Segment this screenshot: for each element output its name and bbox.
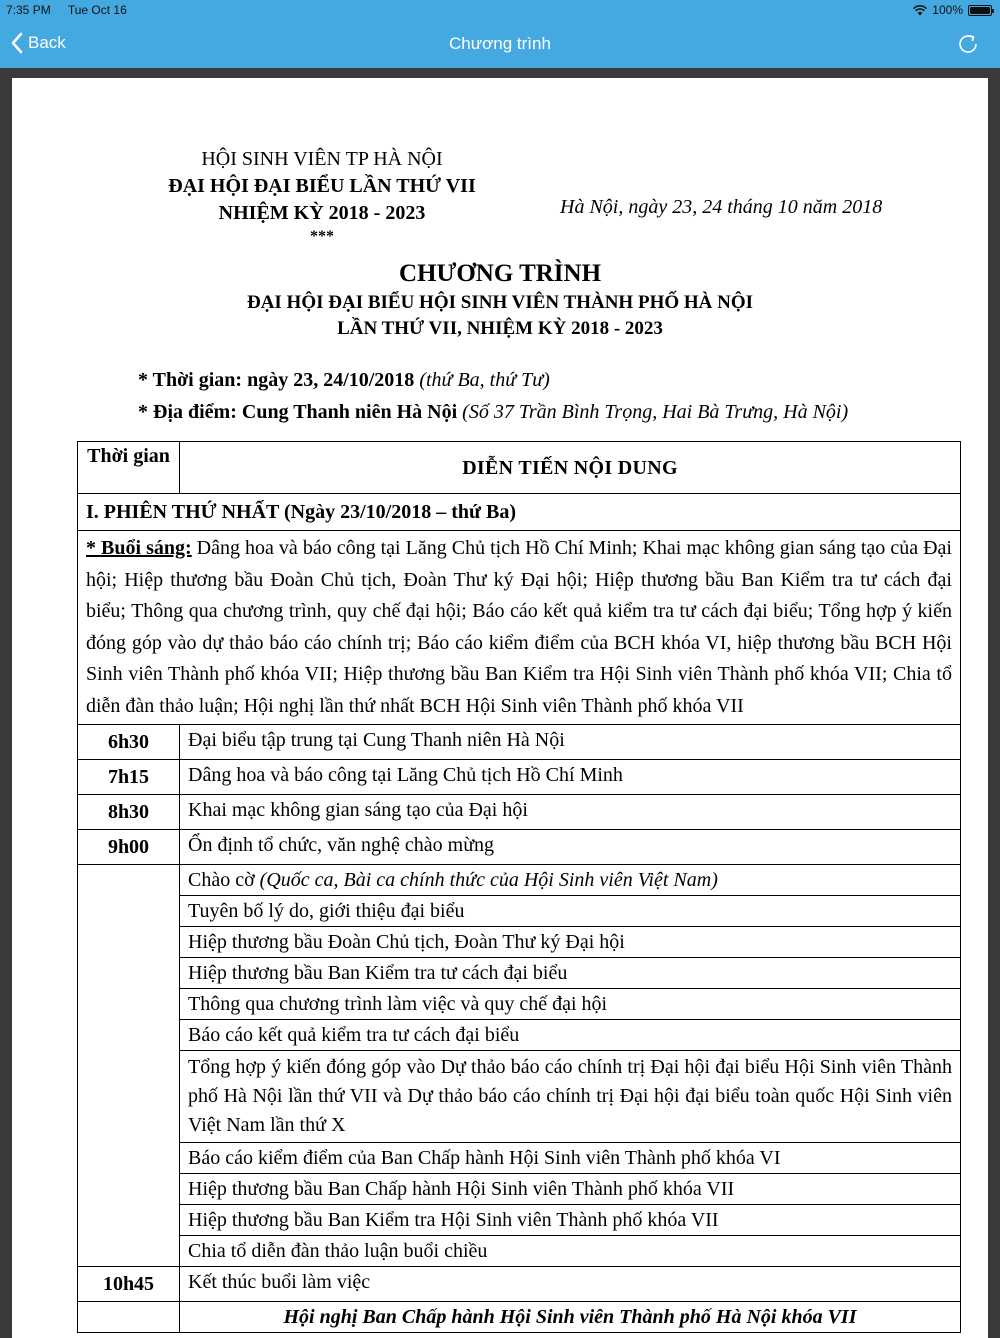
table-row: [78, 1143, 961, 1174]
row-content: Đại biểu tập trung tại Cung Thanh niên Hà Nội: [180, 725, 961, 760]
table-row: [78, 725, 961, 760]
document-title-block: [12, 258, 988, 342]
row-content: Khai mạc không gian sáng tạo của Đại hội: [180, 795, 961, 830]
table-row: [78, 1174, 961, 1205]
table-row: [78, 989, 961, 1020]
place-label: * Địa điểm: Cung Thanh niên Hà Nội: [138, 401, 458, 423]
row-content: Hiệp thương bầu Đoàn Chủ tịch, Đoàn Thư ký Đại hội: [180, 927, 961, 958]
nav-title: Chương trình: [449, 34, 551, 53]
table-row: [78, 1051, 961, 1143]
battery-icon: [968, 5, 992, 16]
row-time-empty: [78, 865, 180, 1267]
row-content: Tuyên bố lý do, giới thiệu đại biểu: [180, 896, 961, 927]
table-row: [78, 896, 961, 927]
document-subtitle2: LẦN THỨ VII, NHIỆM KỲ 2018 - 2023: [337, 318, 663, 339]
battery-percent: 100%: [932, 3, 963, 17]
row-content-cutoff: Hội nghị Ban Chấp hành Hội Sinh viên Thành phố Hà Nội khóa VII: [180, 1302, 961, 1333]
morning-label: * Buổi sáng:: [86, 537, 192, 559]
time-label: * Thời gian: ngày 23, 24/10/2018: [138, 369, 415, 391]
status-bar: [0, 0, 1000, 20]
flag-item-note: (Quốc ca, Bài ca chính thức của Hội Sinh viên Việt Nam): [259, 869, 718, 891]
place-date: Hà Nội, ngày 23, 24 tháng 10 năm 2018: [560, 196, 883, 218]
row-time: 7h15: [78, 760, 180, 795]
table-row: [78, 865, 961, 896]
nav-bar: [0, 20, 1000, 68]
document-page: [12, 78, 988, 1338]
flag-item: Chào cờ: [188, 869, 260, 891]
header-time: Thời gian: [78, 442, 180, 494]
row-content: Báo cáo kết quả kiểm tra tư cách đại biểu: [180, 1020, 961, 1051]
row-time: 8h30: [78, 795, 180, 830]
table-row: [78, 1236, 961, 1267]
place-note: (Số 37 Trần Bình Trọng, Hai Bà Trưng, Hà Nội): [462, 401, 849, 423]
table-row: [78, 760, 961, 795]
row-content: Hiệp thương bầu Ban Kiểm tra tư cách đại biểu: [180, 958, 961, 989]
org-line3: NHIỆM KỲ 2018 - 2023: [218, 202, 426, 224]
row-content: [180, 865, 961, 896]
row-content: Báo cáo kiểm điểm của Ban Chấp hành Hội Sinh viên Thành phố khóa VI: [180, 1143, 961, 1174]
row-content: Chia tổ diễn đàn thảo luận buổi chiều: [180, 1236, 961, 1267]
row-content: Dâng hoa và báo công tại Lăng Chủ tịch Hồ Chí Minh: [180, 760, 961, 795]
table-row: [78, 1302, 961, 1333]
row-content: Hiệp thương bầu Ban Kiểm tra Hội Sinh viên Thành phố khóa VII: [180, 1205, 961, 1236]
table-row: [78, 958, 961, 989]
status-time: 7:35 PM: [6, 3, 51, 17]
row-time: 9h00: [78, 830, 180, 865]
header-content: DIỄN TIẾN NỘI DUNG: [180, 442, 961, 494]
row-content: Hiệp thương bầu Ban Chấp hành Hội Sinh viên Thành phố khóa VII: [180, 1174, 961, 1205]
table-row: [78, 1205, 961, 1236]
row-time: 10h45: [78, 1267, 180, 1302]
morning-summary: [78, 531, 961, 725]
row-time: 6h30: [78, 725, 180, 760]
back-label: Back: [28, 33, 66, 52]
table-row: [78, 1267, 961, 1302]
status-date: Tue Oct 16: [67, 3, 127, 17]
table-row: [78, 830, 961, 865]
table-header-row: [78, 442, 961, 494]
time-note: (thứ Ba, thứ Tư): [419, 369, 550, 391]
row-content: Tổng hợp ý kiến đóng góp vào Dự thảo báo cáo chính trị Đại hội đại biểu Hội Sinh viên Thành phố Hà Nội lần thứ VII và Dự thảo báo cáo chính trị Đại hội đại biểu toàn quốc Hội Sinh viên Việt Nam lần thứ X: [180, 1051, 961, 1143]
document-subtitle1: ĐẠI HỘI ĐẠI BIỂU HỘI SINH VIÊN THÀNH PHỐ HÀ NỘI: [246, 292, 754, 313]
table-row: [78, 927, 961, 958]
org-line1: HỘI SINH VIÊN TP HÀ NỘI: [201, 148, 443, 170]
org-header: [132, 146, 512, 245]
session-row: [78, 494, 961, 531]
event-meta: [138, 364, 848, 428]
row-time-empty: [78, 1302, 180, 1333]
org-line2: ĐẠI HỘI ĐẠI BIỂU LẦN THỨ VII: [168, 175, 476, 197]
wifi-icon: [913, 5, 927, 16]
session-title: I. PHIÊN THỨ NHẤT (Ngày 23/10/2018 – thứ Ba): [78, 494, 961, 531]
document-title: CHƯƠNG TRÌNH: [398, 260, 602, 287]
program-table: [77, 441, 961, 1333]
refresh-icon[interactable]: [956, 32, 980, 56]
morning-text: Dâng hoa và báo công tại Lăng Chủ tịch Hồ Chí Minh; Khai mạc không gian sáng tạo của Đại hội; Hiệp thương bầu Đoàn Chủ tịch, Đoàn Thư ký Đại hội; Hiệp thương bầu Ban Kiểm tra tư cách đại biểu; Thông qua chương trình, quy chế đại hội; Báo cáo kết quả kiểm tra tư cách đại biểu; Tổng hợp ý kiến đóng góp vào dự thảo báo cáo chính trị; Báo cáo kiểm điểm của BCH khóa VI, hiệp thương bầu BCH Hội Sinh viên Thành phố khóa VII; Hiệp thương bầu Ban Kiểm tra Hội Sinh viên Thành phố khóa VII; Chia tổ diễn đàn thảo luận; Hội nghị lần thứ nhất BCH Hội Sinh viên Thành phố khóa VII: [86, 537, 952, 717]
table-row: [78, 1020, 961, 1051]
org-stars: ***: [310, 228, 334, 245]
table-row: [78, 795, 961, 830]
row-content: Kết thúc buổi làm việc: [180, 1267, 961, 1302]
row-content: Thông qua chương trình làm việc và quy chế đại hội: [180, 989, 961, 1020]
row-content: Ổn định tổ chức, văn nghệ chào mừng: [180, 830, 961, 865]
morning-row: [78, 531, 961, 725]
